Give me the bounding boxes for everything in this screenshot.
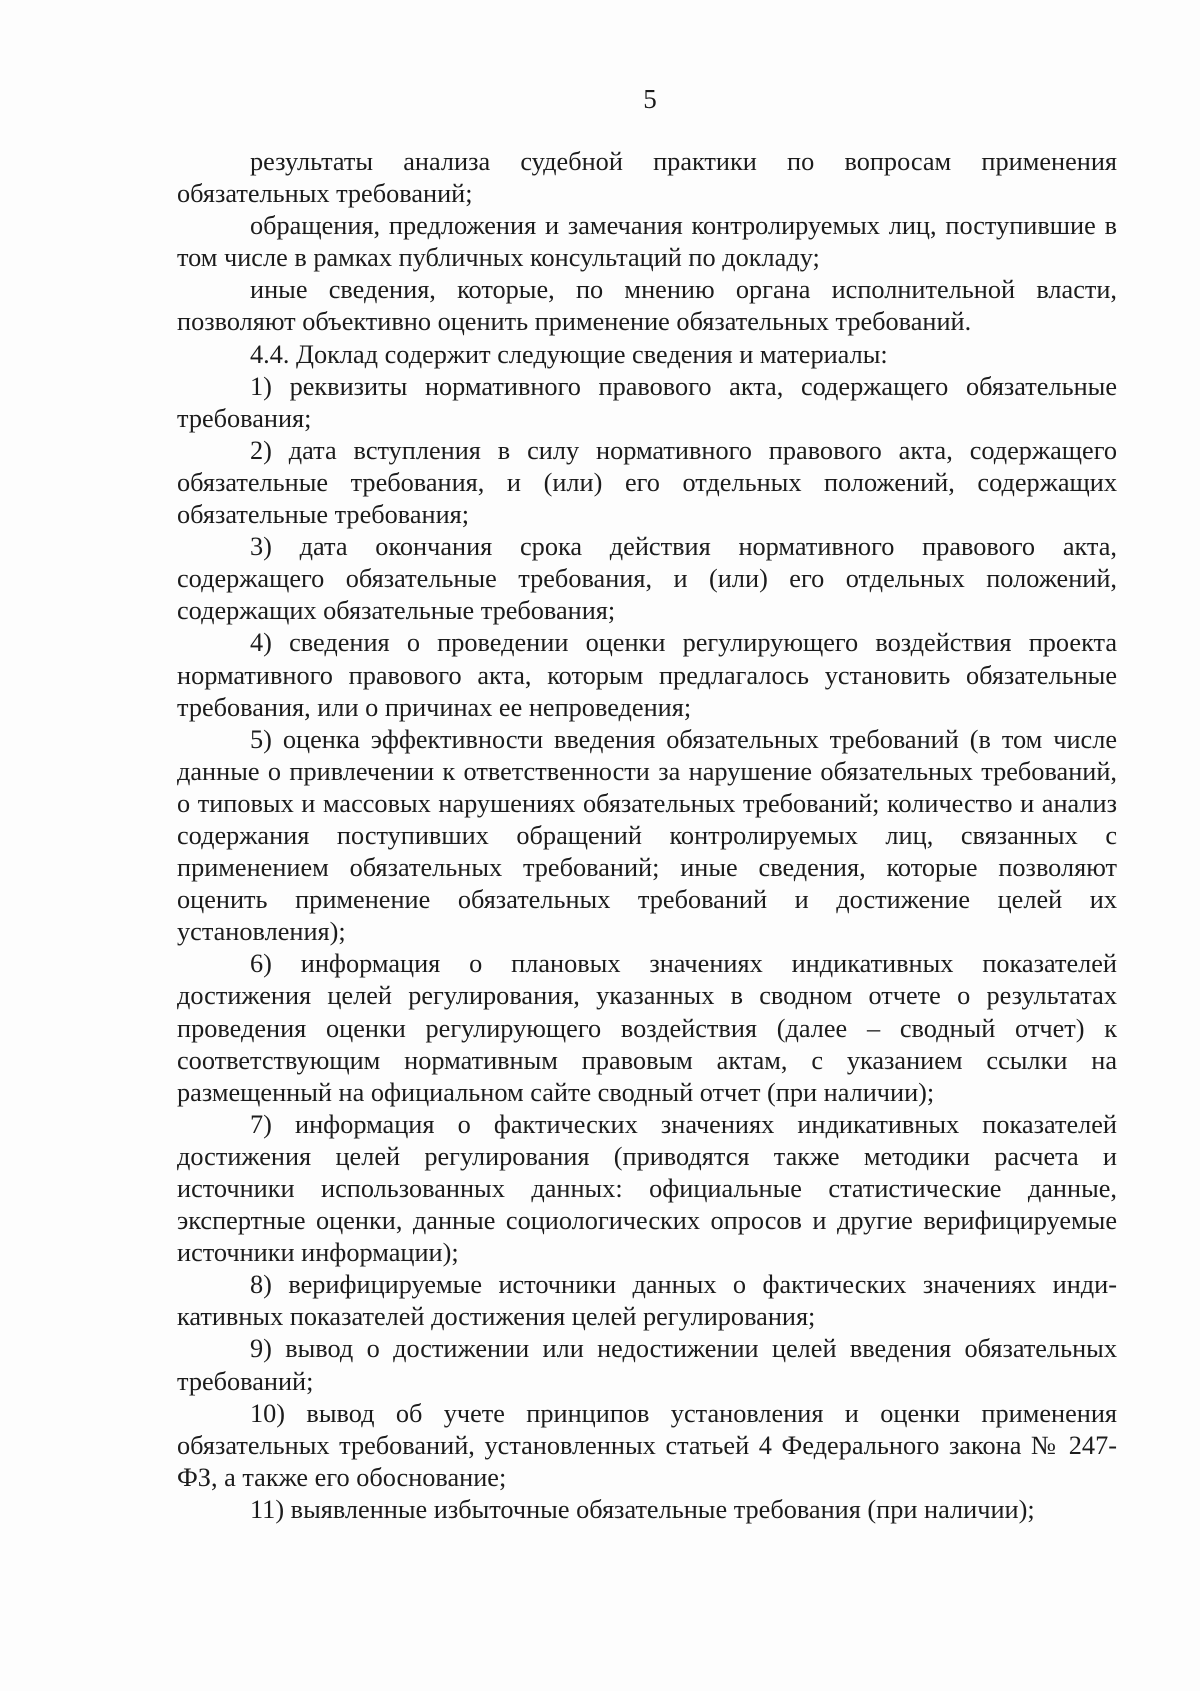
- paragraph: 4) сведения о проведении оценки регулирующего воздействия проекта нормативного правового акта, которым предлагалось установить обязательные требования, или о причинах ее непроведения;: [177, 628, 1117, 722]
- document-body: [177, 146, 1117, 1526]
- paragraph: 7) информация о фактических значениях индикативных показателей достижения целей регулирования (приводятся также методики расчета и источники использованных данных: официальные статистические данные, экспертные оценки, данные социологических опросов и другие верифицируемые источники информации);: [177, 1109, 1117, 1268]
- paragraph: 4.4. Доклад содержит следующие сведения и материалы:: [250, 339, 888, 369]
- paragraph: результаты анализа судебной практики по вопросам применения обязательных требований;: [177, 147, 1117, 209]
- paragraph: 6) информация о плановых значениях индикативных показателей достижения целей регулирования, указанных в сводном отчете о результатах проведения оценки регулирующего воздействия (далее – сводный отчет) к соответствующим нормативным правовым актам, с указанием ссылки на размещенный на официальном сайте сводный отчет (при наличии);: [177, 949, 1117, 1107]
- page-number: 5: [643, 84, 657, 114]
- paragraph: 5) оценка эффективности введения обязательных требований (в том числе данные о привлечении к ответственности за нарушение обязательных требований, о типовых и массовых нарушениях обязательных требований; количество и анализ содержания поступивших обращений контролируемых лиц, связанных с применением обязательных требований; иные сведения, которые позволяют оценить применение обязательных требований и достижение целей их установления);: [177, 724, 1117, 947]
- paragraph: обращения, предложения и замечания контролируемых лиц, поступившие в том числе в рамках публичных консультаций по докладу;: [177, 211, 1117, 273]
- paragraph: 9) вывод о достижении или недостижении целей введения обязательных требований;: [177, 1334, 1117, 1396]
- paragraph: 3) дата окончания срока действия нормативного правового акта, содержащего обязательные требования, и (или) его отдельных положений, содержащих обязательные требования;: [177, 532, 1117, 626]
- paragraph: 8) верифицируемые источники данных о фактических значениях индикативных показателей достижения целей регулирования;: [177, 1270, 1117, 1332]
- paragraph: 1) реквизиты нормативного правового акта, содержащего обязательные требования;: [177, 371, 1117, 433]
- paragraph: 10) вывод об учете принципов установления и оценки применения обязательных требований, установленных статьей 4 Федерального закона № 247-ФЗ, а также его обоснование;: [177, 1398, 1117, 1492]
- paragraph: 11) выявленные избыточные обязательные требования (при наличии);: [250, 1494, 1035, 1524]
- paragraph: иные сведения, которые, по мнению органа исполнительной власти, позволяют объективно оценить применение обязательных требований.: [177, 275, 1117, 337]
- paragraph: 2) дата вступления в силу нормативного правового акта, содержащего обязательные требования, и (или) его отдельных положений, содержащих обязательные требования;: [177, 435, 1117, 530]
